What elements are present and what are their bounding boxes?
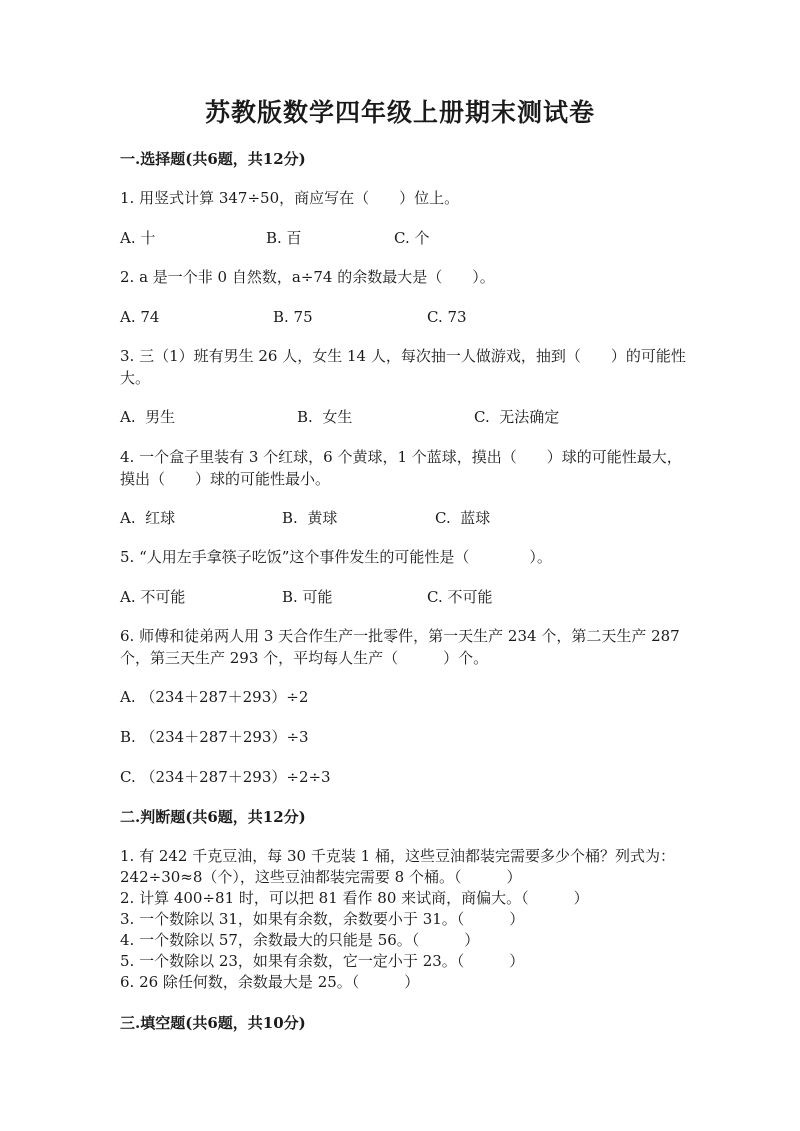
question-5: 5. “人用左手拿筷子吃饭”这个事件发生的可能性是（ ）。 — [120, 548, 552, 566]
question-3-option-a: A. 男生 — [120, 408, 176, 426]
question-4-option-a: A. 红球 — [120, 509, 176, 527]
question-6-option-a: A. （234＋287＋293）÷2 — [120, 688, 309, 706]
question-4: 4. 一个盒子里装有 3 个红球，6 个黄球，1 个蓝球，摸出（ ）球的可能性最大，摸出（ ）球的可能性最小。 — [120, 448, 682, 488]
question-4-option-c: C. 蓝球 — [435, 509, 491, 527]
judge-item-3: 3. 一个数除以 31，如果有余数，余数要小于 31。（ ） — [120, 910, 525, 928]
question-2-option-a: A. 74 — [120, 308, 160, 326]
judge-item-6: 6. 26 除任何数，余数最大是 25。（ ） — [120, 973, 420, 991]
question-4-option-b: B. 黄球 — [282, 509, 338, 527]
question-2-option-c: C. 73 — [427, 308, 467, 326]
question-1-option-c: C. 个 — [394, 229, 430, 247]
judge-item-1: 1. 有 242 千克豆油，每 30 千克装 1 桶，这些豆油都装完需要多少个桶？列式为：242÷30≈8（个），这些豆油都装完需要 8 个桶。（ ） — [120, 847, 675, 886]
question-3-option-c: C. 无法确定 — [474, 408, 560, 426]
question-3: 3. 三（1）班有男生 26 人，女生 14 人，每次抽一人做游戏，抽到（ ）的可能性大。 — [120, 347, 686, 387]
page-title: 苏教版数学四年级上册期末测试卷 — [204, 98, 595, 127]
question-1-option-a: A. 十 — [120, 229, 156, 247]
section-heading-fill: 三.填空题(共6题，共10分) — [120, 1014, 306, 1032]
judge-item-5: 5. 一个数除以 23，如果有余数，它一定小于 23。（ ） — [120, 952, 525, 970]
section-heading-judge: 二.判断题(共6题，共12分) — [120, 808, 306, 826]
question-5-option-c: C. 不可能 — [427, 588, 493, 606]
question-3-option-b: B. 女生 — [297, 408, 353, 426]
section-heading-choice: 一.选择题(共6题，共12分) — [120, 150, 306, 168]
judge-item-4: 4. 一个数除以 57，余数最大的只能是 56。（ ） — [120, 931, 480, 949]
question-6-option-b: B. （234＋287＋293）÷3 — [120, 728, 309, 746]
question-6: 6. 师傅和徒弟两人用 3 天合作生产一批零件，第一天生产 234 个，第二天生产 287 个，第三天生产 293 个，平均每人生产（ ）个。 — [120, 627, 685, 667]
question-1-option-b: B. 百 — [266, 229, 302, 247]
question-2: 2. a 是一个非 0 自然数，a÷74 的余数最大是（ ）。 — [120, 268, 495, 286]
question-1: 1. 用竖式计算 347÷50，商应写在（ ）位上。 — [120, 189, 460, 207]
question-6-option-c: C. （234＋287＋293）÷2÷3 — [120, 768, 331, 786]
question-2-option-b: B. 75 — [273, 308, 313, 326]
question-5-option-a: A. 不可能 — [120, 588, 186, 606]
question-5-option-b: B. 可能 — [282, 588, 333, 606]
judge-item-2: 2. 计算 400÷81 时，可以把 81 看作 80 来试商，商偏大。（ ） — [120, 889, 589, 907]
